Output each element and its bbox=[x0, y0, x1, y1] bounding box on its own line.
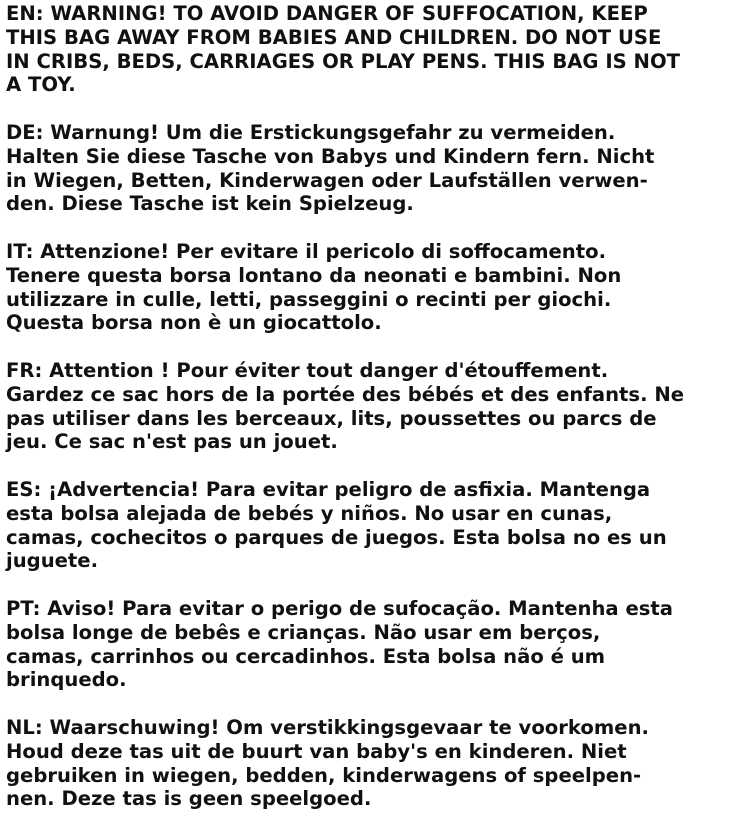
warning-line: IN CRIBS, BEDS, CARRIAGES OR PLAY PENS. THIS BAG IS NOT bbox=[6, 49, 680, 73]
warning-paragraph-es bbox=[6, 478, 741, 573]
warning-line: NL: Waarschuwing! Om verstikkingsgevaar te voorkomen. bbox=[6, 715, 649, 739]
warning-paragraph-it bbox=[6, 240, 741, 335]
warning-line: Houd deze tas uit de buurt van baby's en kinderen. Niet bbox=[6, 739, 627, 763]
warning-paragraph-fr bbox=[6, 359, 741, 454]
warning-line: jeu. Ce sac n'est pas un jouet. bbox=[6, 430, 338, 454]
warning-line: ES: ¡Advertencia! Para evitar peligro de asfixia. Mantenga bbox=[6, 477, 651, 501]
warning-line: brinquedo. bbox=[6, 668, 127, 692]
warning-line: PT: Aviso! Para evitar o perigo de sufocação. Mantenha esta bbox=[6, 596, 673, 620]
warning-line: Tenere questa borsa lontano da neonati e bambini. Non bbox=[6, 263, 622, 287]
warning-line: camas, cochecitos o parques de juegos. Esta bolsa no es un bbox=[6, 525, 667, 549]
warning-line: A TOY. bbox=[6, 73, 76, 97]
warning-line: EN: WARNING! TO AVOID DANGER OF SUFFOCATION, KEEP bbox=[6, 2, 648, 25]
warning-document bbox=[6, 2, 741, 835]
warning-line: Questa borsa non è un giocattolo. bbox=[6, 311, 382, 335]
warning-line: THIS BAG AWAY FROM BABIES AND CHILDREN. DO NOT USE bbox=[6, 25, 662, 49]
warning-line: den. Diese Tasche ist kein Spielzeug. bbox=[6, 192, 414, 216]
warning-line: esta bolsa alejada de bebés y niños. No usar en cunas, bbox=[6, 501, 613, 525]
warning-paragraph-nl bbox=[6, 716, 741, 811]
warning-line: FR: Attention ! Pour éviter tout danger d'étouffement. bbox=[6, 358, 609, 382]
warning-paragraph-de bbox=[6, 121, 741, 216]
warning-line: juguete. bbox=[6, 549, 99, 573]
warning-line: Gardez ce sac hors de la portée des bébés et des enfants. Ne bbox=[6, 382, 685, 406]
warning-line: camas, carrinhos ou cercadinhos. Esta bolsa não é um bbox=[6, 644, 606, 668]
warning-paragraph-pt bbox=[6, 597, 741, 692]
warning-line: IT: Attenzione! Per evitare il pericolo di soffocamento. bbox=[6, 239, 607, 263]
warning-line: DE: Warnung! Um die Erstickungsgefahr zu vermeiden. bbox=[6, 120, 616, 144]
warning-line: nen. Deze tas is geen speelgoed. bbox=[6, 787, 372, 811]
warning-line: bolsa longe de bebês e crianças. Não usar em berços, bbox=[6, 620, 601, 644]
warning-line: gebruiken in wiegen, bedden, kinderwagens of speelpen- bbox=[6, 763, 642, 787]
warning-line: Halten Sie diese Tasche von Babys und Kindern fern. Nicht bbox=[6, 144, 655, 168]
warning-paragraph-en bbox=[6, 2, 741, 97]
warning-line: utilizzare in culle, letti, passeggini o recinti per giochi. bbox=[6, 287, 612, 311]
warning-line: pas utiliser dans les berceaux, lits, poussettes ou parcs de bbox=[6, 406, 657, 430]
warning-line: in Wiegen, Betten, Kinderwagen oder Laufställen verwen- bbox=[6, 168, 648, 192]
